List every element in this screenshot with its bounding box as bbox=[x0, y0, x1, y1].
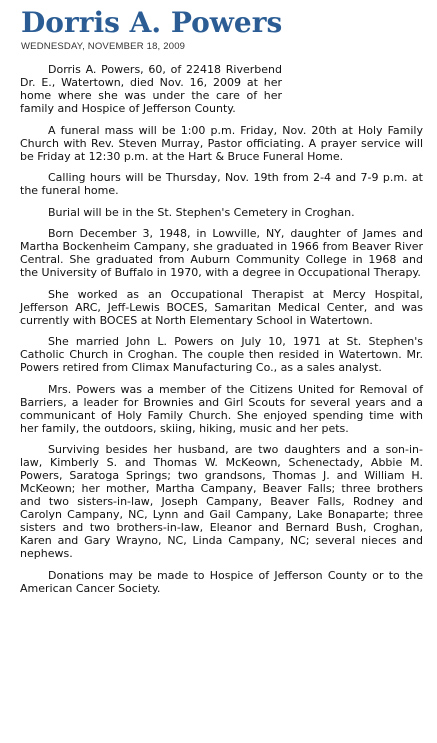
paragraph-calling-hours: Calling hours will be Thursday, Nov. 19th from 2-4 and 7-9 p.m. at the funeral home. bbox=[20, 171, 423, 197]
paragraph-death-notice: Dorris A. Powers, 60, of 22418 Riverbend Dr. E., Watertown, died Nov. 16, 2009 at her home where she was under the care of her family and Hospice of Jefferson County. bbox=[20, 63, 282, 115]
paragraph-career: She worked as an Occupational Therapist at Mercy Hospital, Jefferson ARC, Jeff-Lewis BOCES, Samaritan Medical Center, and was currently with BOCES at North Elementary School in Watertown. bbox=[20, 287, 423, 327]
paragraph-donations: Donations may be made to Hospice of Jefferson County or to the American Cancer Society. bbox=[20, 568, 423, 595]
paragraph-biography: Born December 3, 1948, in Lowville, NY, daughter of James and Martha Bockenheim Campany, she graduated in 1966 from Beaver River Central. She graduated from Auburn Community College in 1968 and the University of Buffalo in 1970, with a degree in Occupational Therapy. bbox=[20, 227, 423, 279]
obituary-headline: Dorris A. Powers bbox=[21, 6, 283, 39]
publication-date: WEDNESDAY, NOVEMBER 18, 2009 bbox=[21, 41, 186, 52]
obituary-body bbox=[20, 63, 423, 603]
paragraph-funeral-mass: A funeral mass will be 1:00 p.m. Friday, Nov. 20th at Holy Family Church with Rev. Steven Murray, Pastor officiating. A prayer service will be Friday at 12:30 p.m. at the Hart & Bruce Funeral Home. bbox=[20, 123, 423, 163]
paragraph-survivors: Surviving besides her husband, are two daughters and a son-in-law, Kimberly S. and Thomas W. McKeown, Schenectady, Abbie M. Powers, Saratoga Springs; two grandsons, Thomas J. and William H. McKeown; her mother, Martha Campany, Beaver Falls; three brothers and two sisters-in-law, Joseph Campany, Beaver Falls, Rodney and Carolyn Campany, NC, Lynn and Gail Campany, Lake Bonaparte; three sisters and two brothers-in-law, Eleanor and Bernard Bush, Croghan, Karen and Gary Wrayno, NC, Linda Campany, NC; several nieces and nephews. bbox=[20, 443, 423, 560]
paragraph-memberships: Mrs. Powers was a member of the Citizens United for Removal of Barriers, a leader for Brownies and Girl Scouts for several years and a communicant of Holy Family Church. She enjoyed spending time with her family, the outdoors, skiing, hiking, music and her pets. bbox=[20, 382, 423, 435]
paragraph-marriage: She married John L. Powers on July 10, 1971 at St. Stephen's Catholic Church in Croghan. The couple then resided in Watertown. Mr. Powers retired from Climax Manufacturing Co., as a sales analyst. bbox=[20, 335, 423, 374]
paragraph-burial: Burial will be in the St. Stephen's Cemetery in Croghan. bbox=[48, 205, 355, 219]
